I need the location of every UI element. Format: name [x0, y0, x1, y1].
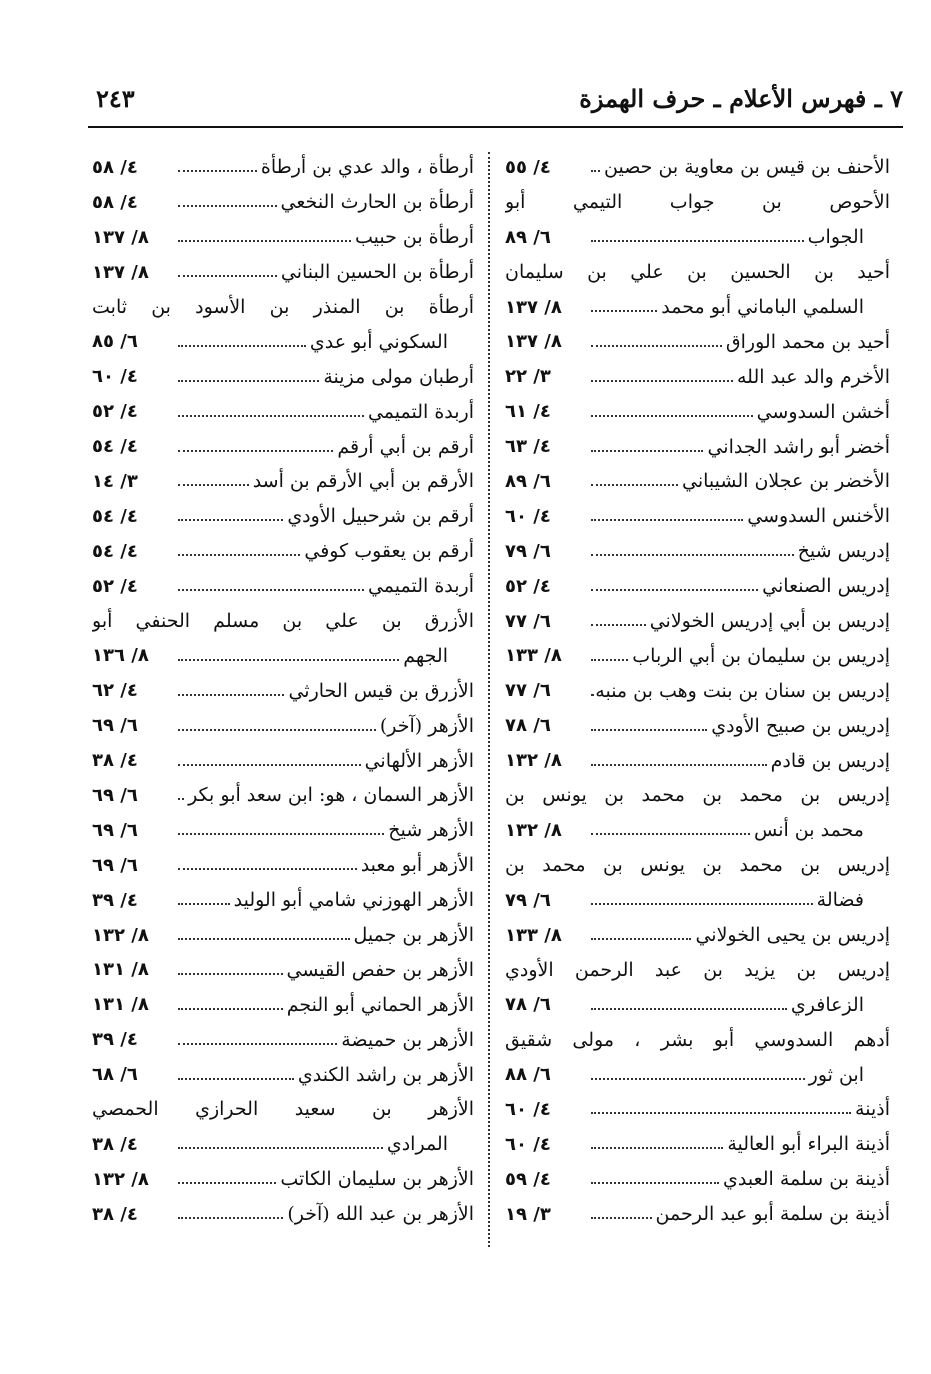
entry-line [92, 708, 474, 743]
volume-page-ref: ٨/ ١٣٧ [505, 296, 562, 318]
volume-page-ref: ٦/ ٧٧ [505, 610, 551, 632]
entry-name: الأخضر بن عجلان الشيباني [682, 470, 890, 493]
entry-name-start: إدريس بن يزيد بن عبد الرحمن الأودي [505, 958, 890, 981]
index-entry [505, 394, 890, 429]
volume-page-ref: ٨/ ١٣٢ [505, 819, 562, 841]
entry-line [505, 534, 890, 569]
dot-leader [591, 833, 750, 835]
entry-line [92, 883, 474, 918]
dot-leader [178, 938, 350, 940]
entry-name: فضالة [816, 889, 864, 912]
index-entry [505, 569, 890, 604]
entry-first-line [92, 290, 474, 325]
entry-name: الأرقم بن أبي الأرقم بن أسد [252, 470, 474, 493]
entry-name: إدريس بن صبيح الأودي [711, 714, 890, 737]
index-entry [505, 359, 890, 394]
dot-leader [178, 833, 384, 835]
entry-line [92, 255, 474, 290]
entry-name: الأزهر (آخر) [379, 714, 474, 737]
entry-name: أخشن السدوسي [756, 400, 890, 423]
entry-name: إدريس بن يحيى الخولاني [695, 924, 890, 947]
entry-line [505, 708, 890, 743]
entry-line [505, 673, 890, 708]
entry-line [92, 359, 474, 394]
index-entry [505, 185, 890, 255]
entry-name: الأزهر الألهاني [364, 749, 474, 772]
index-entry [92, 848, 474, 883]
volume-page-ref: ٨/ ١٣٢ [92, 1168, 149, 1190]
page-number: ٢٤٣ [96, 84, 135, 113]
index-entry [92, 429, 474, 464]
entry-name-start: إدريس بن محمد بن يونس بن محمد بن [505, 854, 890, 877]
entry-name: السلمي الباماني أبو محمد [661, 296, 864, 318]
entry-name-start: الأحوص بن جواب التيمي أبو [505, 191, 890, 214]
dot-leader [178, 1182, 276, 1184]
dot-leader [178, 345, 306, 347]
entry-name: أربدة التميمي [367, 400, 474, 423]
dot-leader [178, 450, 333, 452]
entry-first-line [92, 604, 474, 639]
dot-leader [591, 519, 743, 521]
volume-page-ref: ٦/ ٨٨ [505, 1064, 551, 1086]
entry-line [92, 464, 474, 499]
entry-line [505, 604, 890, 639]
dot-leader [178, 415, 364, 417]
volume-page-ref: ٨/ ١٣١ [92, 994, 149, 1016]
entry-name: محمد بن أنس [753, 819, 864, 842]
entry-name: الأزهر الحماني أبو النجم [286, 993, 474, 1016]
volume-page-ref: ٤/ ٣٨ [92, 1133, 138, 1155]
entry-line [505, 638, 890, 673]
index-entry [92, 1057, 474, 1092]
entry-name: أذينة بن سلمة أبو عبد الرحمن [655, 1203, 890, 1226]
entry-name: السكوني أبو عدي [309, 330, 448, 353]
entry-line [92, 743, 474, 778]
entry-name: إدريس بن سليمان بن أبي الرباب [632, 644, 890, 667]
entry-line [505, 918, 890, 953]
entry-name: أذينة [855, 1098, 890, 1121]
volume-page-ref: ٤/ ٥٩ [505, 1168, 551, 1190]
entry-line [505, 883, 890, 918]
entry-name: الأزهر بن راشد الكندي [297, 1063, 474, 1086]
index-entry [92, 220, 474, 255]
dot-leader [591, 938, 691, 940]
entry-line [92, 1162, 474, 1197]
index-entry [505, 534, 890, 569]
volume-page-ref: ٦/ ٦٨ [92, 1064, 138, 1086]
volume-page-ref: ٦/ ٧٨ [505, 994, 551, 1016]
volume-page-ref: ٨/ ١٣٧ [92, 261, 149, 283]
entry-name: الأزهر السمان ، هو: ابن سعد أبو بكر [188, 784, 474, 807]
entry-name: الأزهر أبو معبد [360, 854, 474, 877]
index-entry [92, 359, 474, 394]
dot-leader [591, 1112, 851, 1114]
entry-line [505, 394, 890, 429]
index-entry [92, 290, 474, 360]
index-entry [92, 883, 474, 918]
entry-line [92, 429, 474, 464]
entry-line [92, 499, 474, 534]
entry-first-line [92, 1092, 474, 1127]
volume-page-ref: ٤/ ٣٨ [92, 1203, 138, 1225]
index-entry [505, 952, 890, 1022]
entry-line [92, 638, 474, 673]
entry-line [92, 918, 474, 953]
entry-line [92, 1197, 474, 1232]
entry-name: أرطبان مولى مزينة [323, 365, 474, 388]
index-entry [92, 534, 474, 569]
entry-name: إدريس الصنعاني [762, 575, 890, 598]
entry-line [92, 150, 474, 185]
entry-name: الأخنس السدوسي [747, 505, 890, 528]
entry-line [92, 673, 474, 708]
entry-name: أخضر أبو راشد الجداني [707, 435, 890, 458]
index-entry [505, 1022, 890, 1092]
entry-line [505, 1197, 890, 1232]
entry-line [505, 290, 890, 325]
index-entry [505, 673, 890, 708]
volume-page-ref: ٦/ ٨٩ [505, 470, 551, 492]
entry-line [505, 499, 890, 534]
entry-line [505, 569, 890, 604]
entry-name: الأزهر بن عبد الله (آخر) [287, 1203, 474, 1226]
dot-leader [178, 380, 319, 382]
volume-page-ref: ٨/ ١٣٢ [505, 750, 562, 772]
volume-page-ref: ٤/ ٦١ [505, 401, 551, 423]
index-column-right [505, 150, 890, 1232]
volume-page-ref: ٤/ ٥٨ [92, 156, 138, 178]
index-entry [92, 743, 474, 778]
dot-leader [178, 973, 283, 975]
index-entry [92, 918, 474, 953]
index-entry [505, 743, 890, 778]
entry-name-start: إدريس بن محمد بن محمد بن يونس بن [505, 784, 890, 807]
index-entry [92, 569, 474, 604]
entry-name: الأزهر بن جميل [353, 924, 474, 947]
volume-page-ref: ٤/ ٣٩ [92, 1029, 138, 1051]
dot-leader [178, 554, 300, 556]
entry-name: الأزهر الهوزني شامي أبو الوليد [233, 889, 474, 912]
volume-page-ref: ٤/ ٦٠ [505, 1098, 551, 1120]
entry-name: الأزهر بن سليمان الكاتب [280, 1168, 474, 1191]
volume-page-ref: ٤/ ٥٢ [92, 575, 138, 597]
entry-name-start: الأزهر بن سعيد الحرازي الحمصي [92, 1098, 474, 1121]
index-entry [505, 429, 890, 464]
volume-page-ref: ٤/ ٦٠ [505, 1133, 551, 1155]
dot-leader [591, 380, 733, 382]
entry-name: الأخرم والد عبد الله [736, 365, 890, 388]
entry-name: المرادي [386, 1133, 448, 1156]
entry-line [92, 813, 474, 848]
entry-line [92, 778, 474, 813]
index-entry [505, 778, 890, 848]
entry-line [505, 1057, 890, 1092]
entry-name: إدريس شيخ [797, 540, 890, 563]
entry-name: الأزرق بن قيس الحارثي [288, 679, 474, 702]
index-entry [92, 604, 474, 674]
entry-line [505, 743, 890, 778]
index-entry [505, 1162, 890, 1197]
dot-leader [591, 345, 722, 347]
running-header [88, 82, 903, 128]
dot-leader [591, 589, 758, 591]
index-entry [505, 150, 890, 185]
dot-leader [178, 484, 249, 486]
dot-leader [178, 519, 283, 521]
volume-page-ref: ٤/ ٥٥ [505, 156, 551, 178]
volume-page-ref: ٨/ ١٣٢ [92, 924, 149, 946]
dot-leader [178, 694, 284, 696]
entry-line [505, 1127, 890, 1162]
dot-leader [591, 1078, 805, 1080]
volume-page-ref: ٨/ ١٣٣ [505, 645, 562, 667]
entry-name: إدريس بن قادم [770, 749, 890, 772]
dot-leader [591, 903, 813, 905]
index-entry [505, 848, 890, 918]
volume-page-ref: ٤/ ٥٢ [92, 401, 138, 423]
dot-leader [591, 659, 628, 661]
index-entry [505, 1197, 890, 1232]
entry-line [92, 1127, 474, 1162]
volume-page-ref: ٣/ ١٩ [505, 1203, 551, 1225]
index-entry [505, 255, 890, 325]
volume-page-ref: ٤/ ٥٤ [92, 540, 138, 562]
volume-page-ref: ٤/ ٦٣ [505, 436, 551, 458]
dot-leader [178, 764, 361, 766]
volume-page-ref: ٣/ ١٤ [92, 470, 138, 492]
entry-line [92, 394, 474, 429]
dot-leader [178, 1147, 383, 1149]
index-entry [505, 708, 890, 743]
dot-leader [178, 1217, 283, 1219]
dot-leader [591, 310, 657, 312]
dot-leader [178, 240, 351, 242]
entry-name: إدريس بن أبي إدريس الخولاني [649, 610, 890, 633]
volume-page-ref: ٤/ ٥٢ [505, 575, 551, 597]
entry-name-start: الأزرق بن علي بن مسلم الحنفي أبو [92, 610, 474, 633]
dot-leader [178, 1043, 337, 1045]
entry-line [505, 987, 890, 1022]
entry-name: ابن ثور [808, 1063, 864, 1086]
entry-name: أحيد بن محمد الوراق [725, 330, 890, 353]
index-entry [505, 464, 890, 499]
index-column-left [92, 150, 474, 1232]
volume-page-ref: ٦/ ٦٩ [92, 819, 138, 841]
entry-name: أرطأة بن الحسين البناني [280, 261, 474, 284]
dot-leader [178, 903, 230, 905]
dot-leader [178, 798, 184, 800]
dot-leader [178, 205, 277, 207]
dot-leader [591, 1008, 787, 1010]
entry-name: الأزهر بن حفص القيسي [286, 958, 474, 981]
entry-first-line [505, 778, 890, 813]
index-entry [505, 638, 890, 673]
volume-page-ref: ٤/ ٣٨ [92, 750, 138, 772]
volume-page-ref: ٨/ ١٣٧ [92, 226, 149, 248]
entry-name-start: أدهم السدوسي أبو بشر ، مولى شقيق [505, 1028, 890, 1051]
volume-page-ref: ٨/ ١٣٦ [92, 645, 149, 667]
dot-leader [591, 1217, 652, 1219]
volume-page-ref: ٤/ ٦٠ [92, 366, 138, 388]
entry-line [92, 987, 474, 1022]
volume-page-ref: ٦/ ٧٩ [505, 540, 551, 562]
entry-first-line [505, 848, 890, 883]
dot-leader [178, 170, 257, 172]
index-entry [92, 708, 474, 743]
entry-name: الأزهر بن حميضة [341, 1028, 474, 1051]
volume-page-ref: ٤/ ٥٤ [92, 436, 138, 458]
entry-line [505, 150, 890, 185]
dot-leader [178, 1008, 283, 1010]
entry-line [92, 534, 474, 569]
dot-leader [591, 764, 767, 766]
index-entry [92, 150, 474, 185]
volume-page-ref: ٨/ ١٣٧ [505, 331, 562, 353]
index-entry [92, 952, 474, 987]
entry-line [505, 1162, 890, 1197]
index-entry [92, 1197, 474, 1232]
entry-name: أذينة بن سلمة العبدي [722, 1168, 890, 1191]
entry-first-line [505, 952, 890, 987]
dot-leader [591, 484, 678, 486]
volume-page-ref: ٤/ ٦٢ [92, 680, 138, 702]
entry-line [505, 220, 890, 255]
entry-first-line [505, 1022, 890, 1057]
index-entry [92, 987, 474, 1022]
volume-page-ref: ٣/ ٢٢ [505, 366, 551, 388]
entry-line [92, 1022, 474, 1057]
entry-line [92, 952, 474, 987]
entry-name: أذينة البراء أبو العالية [727, 1133, 890, 1156]
running-title: ٧ ـ فهرس الأعلام ـ حرف الهمزة [579, 84, 903, 113]
entry-name-start: أرطأة بن المنذر بن الأسود بن ثابت [92, 296, 474, 318]
dot-leader [591, 1147, 723, 1149]
entry-line [505, 429, 890, 464]
entry-name: الجهم [403, 644, 448, 667]
index-entry [92, 499, 474, 534]
dot-leader [178, 589, 364, 591]
index-entry [505, 604, 890, 639]
index-entry [505, 1127, 890, 1162]
volume-page-ref: ٦/ ٦٩ [92, 854, 138, 876]
entry-name-start: أحيد بن الحسين بن علي بن سليمان [505, 261, 890, 284]
index-entry [505, 324, 890, 359]
dot-leader [591, 1182, 719, 1184]
index-entry [92, 778, 474, 813]
index-entry [92, 1162, 474, 1197]
index-entry [92, 394, 474, 429]
index-entry [505, 1092, 890, 1127]
volume-page-ref: ٦/ ٧٨ [505, 715, 551, 737]
dot-leader [178, 868, 357, 870]
index-entry [92, 185, 474, 220]
volume-page-ref: ٤/ ٥٤ [92, 505, 138, 527]
volume-page-ref: ٦/ ٦٩ [92, 715, 138, 737]
entry-name: أربدة التميمي [367, 575, 474, 598]
dot-leader [178, 659, 399, 661]
volume-page-ref: ٦/ ٨٩ [505, 226, 551, 248]
index-entry [92, 673, 474, 708]
entry-line [92, 220, 474, 255]
index-entry [505, 499, 890, 534]
volume-page-ref: ٤/ ٥٨ [92, 191, 138, 213]
index-entry [92, 813, 474, 848]
dot-leader [591, 415, 753, 417]
entry-name: أرطأة بن حبيب [354, 226, 474, 249]
volume-page-ref: ٦/ ٧٧ [505, 680, 551, 702]
entry-line [505, 1092, 890, 1127]
volume-page-ref: ٦/ ٨٥ [92, 331, 138, 353]
volume-page-ref: ٦/ ٦٩ [92, 784, 138, 806]
entry-name: الجواب [807, 226, 864, 249]
dot-leader [178, 275, 277, 277]
dot-leader [591, 170, 600, 172]
volume-page-ref: ٨/ ١٣١ [92, 959, 149, 981]
entry-line [505, 359, 890, 394]
entry-line [92, 848, 474, 883]
entry-first-line [505, 185, 890, 220]
entry-name: الأحنف بن قيس بن معاوية بن حصين [604, 156, 890, 179]
volume-page-ref: ٤/ ٣٩ [92, 889, 138, 911]
entry-line [505, 813, 890, 848]
index-entry [92, 255, 474, 290]
entry-name: الزعافري [790, 993, 864, 1016]
entry-line [92, 1057, 474, 1092]
dot-leader [178, 729, 376, 731]
entry-line [505, 324, 890, 359]
entry-name: أرقم بن أبي أرقم [337, 435, 474, 458]
dot-leader [178, 1078, 294, 1080]
entry-name: أرقم بن يعقوب كوفي [304, 540, 474, 563]
entry-line [92, 569, 474, 604]
dot-leader [591, 729, 707, 731]
index-entry [92, 1022, 474, 1057]
index-entry [505, 918, 890, 953]
volume-page-ref: ٨/ ١٣٣ [505, 924, 562, 946]
entry-name: أرطأة ، والد عدي بن أرطأة [260, 156, 474, 179]
dot-leader [591, 624, 646, 626]
entry-name: أرطأة بن الحارث النخعي [280, 191, 474, 214]
volume-page-ref: ٤/ ٦٠ [505, 505, 551, 527]
entry-name: الأزهر شيخ [388, 819, 474, 842]
volume-page-ref: ٦/ ٧٩ [505, 889, 551, 911]
dot-leader [591, 554, 794, 556]
entry-line [505, 464, 890, 499]
entry-line [92, 324, 474, 359]
entry-line [92, 185, 474, 220]
column-divider [488, 152, 490, 1247]
entry-first-line [505, 255, 890, 290]
dot-leader [591, 240, 804, 242]
index-entry [92, 1092, 474, 1162]
entry-name: إدريس بن سنان بن بنت وهب بن منبه [595, 679, 890, 702]
index-entry [92, 464, 474, 499]
dot-leader [591, 450, 703, 452]
entry-name: أرقم بن شرحبيل الأودي [287, 505, 474, 528]
